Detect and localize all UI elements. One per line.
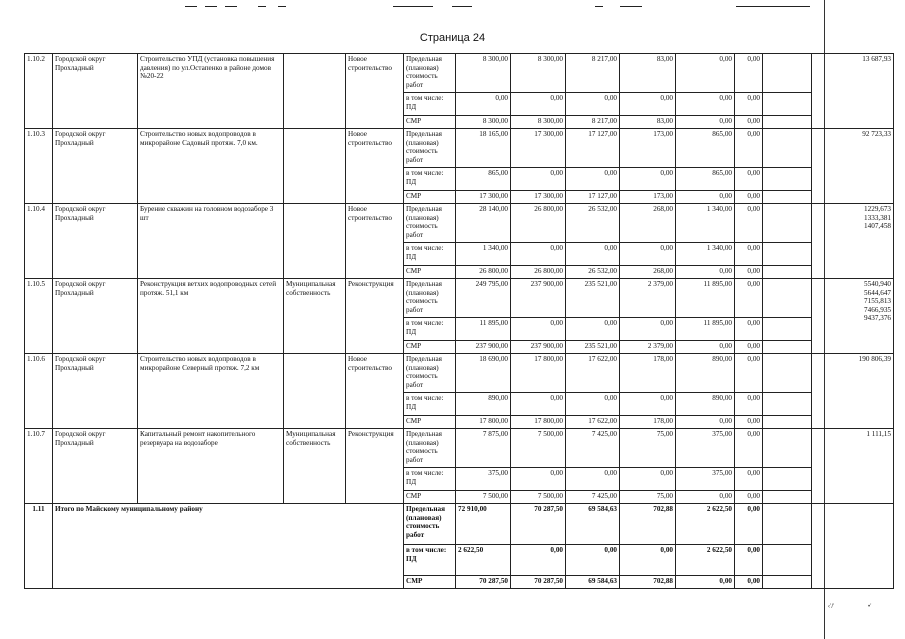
amount-cell: 17 300,00 <box>511 191 566 204</box>
amount-cell: 17 300,00 <box>456 191 511 204</box>
capacity-value: 1333,381 <box>864 213 891 222</box>
capacity-value: 1229,673 <box>864 205 891 213</box>
amount-cell: 26 532,00 <box>566 266 620 279</box>
amount-cell: 0,00 <box>735 191 763 204</box>
amount-cell: 375,00 <box>676 468 735 491</box>
amount-cell: 865,00 <box>456 168 511 191</box>
amount-cell: 0,00 <box>735 116 763 129</box>
amount-cell: 890,00 <box>456 393 511 416</box>
amount-cell: 865,00 <box>676 129 735 168</box>
amount-cell: 0,00 <box>511 545 566 576</box>
amount-cell: 0,00 <box>735 93 763 116</box>
capacity-cell <box>812 279 894 354</box>
amount-cell: 0,00 <box>676 266 735 279</box>
amount-cell: 0,00 <box>620 168 676 191</box>
empty-cell <box>763 393 812 416</box>
amount-cell: 26 532,00 <box>566 204 620 243</box>
amount-cell: 0,00 <box>735 491 763 504</box>
row-number: 1.10.5 <box>25 279 53 354</box>
amount-cell: 702,88 <box>620 576 676 589</box>
amount-cell: 72 910,00 <box>456 504 511 545</box>
amount-cell: 17 127,00 <box>566 191 620 204</box>
amount-cell: 83,00 <box>620 54 676 93</box>
cost-type-cell: Предельная (плановая) стоимость работ <box>404 354 456 393</box>
amount-cell: 0,00 <box>735 129 763 168</box>
budget-table <box>24 53 894 589</box>
scan-mark <box>452 6 472 7</box>
amount-cell: 0,00 <box>511 243 566 266</box>
capacity-value: 190 806,39 <box>858 355 891 363</box>
work-type-cell: Реконструкция <box>346 279 404 354</box>
capacity-cell <box>812 429 894 504</box>
empty-cell <box>763 429 812 468</box>
empty-cell <box>812 504 894 589</box>
amount-cell: 0,00 <box>566 318 620 341</box>
work-type-cell: Новое строительство <box>346 204 404 279</box>
amount-cell: 249 795,00 <box>456 279 511 318</box>
capacity-value: 9437,376 <box>864 314 891 323</box>
cost-type-cell: в том числе: ПД <box>404 318 456 341</box>
amount-cell: 178,00 <box>620 354 676 393</box>
project-name-cell: Строительство новых водопроводов в микрорайоне Северный протяж. 7,2 км <box>138 354 284 429</box>
empty-cell <box>763 116 812 129</box>
amount-cell: 173,00 <box>620 129 676 168</box>
amount-cell: 69 584,63 <box>566 576 620 589</box>
amount-cell: 0,00 <box>735 354 763 393</box>
cost-type-cell: Предельная (плановая) стоимость работ <box>404 279 456 318</box>
amount-cell: 865,00 <box>676 168 735 191</box>
amount-cell: 18 690,00 <box>456 354 511 393</box>
total-number: 1.11 <box>25 504 53 589</box>
amount-cell: 0,00 <box>566 93 620 116</box>
capacity-value: 92 723,33 <box>862 130 891 138</box>
amount-cell: 0,00 <box>620 468 676 491</box>
cost-type-cell: в том числе: ПД <box>404 243 456 266</box>
amount-cell: 1 340,00 <box>456 243 511 266</box>
amount-cell: 173,00 <box>620 191 676 204</box>
amount-cell: 0,00 <box>735 168 763 191</box>
cost-type-cell: Предельная (плановая) стоимость работ <box>404 429 456 468</box>
owner-cell <box>284 54 346 129</box>
cost-type-cell: Предельная (плановая) стоимость работ <box>404 504 456 545</box>
amount-cell: 8 300,00 <box>456 54 511 93</box>
amount-cell: 0,00 <box>735 468 763 491</box>
amount-cell: 0,00 <box>676 191 735 204</box>
amount-cell: 890,00 <box>676 354 735 393</box>
district-cell: Городской округ Прохладный <box>53 429 138 504</box>
amount-cell: 7 500,00 <box>456 491 511 504</box>
amount-cell: 83,00 <box>620 116 676 129</box>
amount-cell: 178,00 <box>620 416 676 429</box>
empty-cell <box>763 93 812 116</box>
amount-cell: 75,00 <box>620 491 676 504</box>
work-type-cell: Реконструкция <box>346 429 404 504</box>
empty-cell <box>763 129 812 168</box>
amount-cell: 0,00 <box>735 318 763 341</box>
empty-cell <box>763 243 812 266</box>
capacity-value: 7155,813 <box>864 297 891 306</box>
cost-type-cell: Предельная (плановая) стоимость работ <box>404 129 456 168</box>
amount-cell: 0,00 <box>566 545 620 576</box>
cost-type-cell: Предельная (плановая) стоимость работ <box>404 204 456 243</box>
amount-cell: 8 300,00 <box>511 54 566 93</box>
scan-mark <box>620 6 642 7</box>
amount-cell: 0,00 <box>511 468 566 491</box>
amount-cell: 235 521,00 <box>566 341 620 354</box>
table-row <box>25 54 894 93</box>
amount-cell: 375,00 <box>456 468 511 491</box>
amount-cell: 8 217,00 <box>566 54 620 93</box>
amount-cell: 0,00 <box>511 93 566 116</box>
amount-cell: 26 800,00 <box>456 266 511 279</box>
amount-cell: 0,00 <box>735 279 763 318</box>
amount-cell: 17 800,00 <box>511 416 566 429</box>
work-type-cell: Новое строительство <box>346 354 404 429</box>
amount-cell: 7 500,00 <box>511 429 566 468</box>
amount-cell: 11 895,00 <box>676 279 735 318</box>
district-cell: Городской округ Прохладный <box>53 204 138 279</box>
amount-cell: 2 622,50 <box>456 545 511 576</box>
capacity-value: 5644,647 <box>864 288 891 297</box>
scan-mark <box>278 6 286 7</box>
empty-cell <box>763 545 812 576</box>
project-name-cell: Строительство УПД (установка повышения давления) по ул.Остапенко в районе домов №20-22 <box>138 54 284 129</box>
amount-cell: 28 140,00 <box>456 204 511 243</box>
cost-type-cell: СМР <box>404 266 456 279</box>
amount-cell: 0,00 <box>511 393 566 416</box>
cost-type-cell: Предельная (плановая) стоимость работ <box>404 54 456 93</box>
row-number: 1.10.2 <box>25 54 53 129</box>
project-name-cell: Строительство новых водопроводов в микрорайоне Садовый протяж. 7,0 км. <box>138 129 284 204</box>
capacity-value: 13 687,93 <box>862 55 891 63</box>
amount-cell: 0,00 <box>566 468 620 491</box>
capacity-cell <box>812 204 894 279</box>
amount-cell: 69 584,63 <box>566 504 620 545</box>
amount-cell: 11 895,00 <box>676 318 735 341</box>
amount-cell: 2 379,00 <box>620 341 676 354</box>
capacity-cell <box>812 129 894 204</box>
empty-cell <box>763 204 812 243</box>
capacity-cell <box>812 354 894 429</box>
work-type-cell: Новое строительство <box>346 54 404 129</box>
amount-cell: 0,00 <box>676 54 735 93</box>
scan-mark <box>258 6 266 7</box>
amount-cell: 0,00 <box>735 243 763 266</box>
empty-cell <box>763 279 812 318</box>
amount-cell: 268,00 <box>620 204 676 243</box>
cost-type-cell: в том числе: ПД <box>404 468 456 491</box>
capacity-value: 7466,935 <box>864 305 891 314</box>
amount-cell: 0,00 <box>735 545 763 576</box>
amount-cell: 0,00 <box>620 318 676 341</box>
cost-type-cell: в том числе: ПД <box>404 393 456 416</box>
cost-type-cell: СМР <box>404 341 456 354</box>
amount-cell: 1 340,00 <box>676 243 735 266</box>
capacity-cell <box>812 54 894 129</box>
amount-cell: 17 800,00 <box>511 354 566 393</box>
amount-cell: 26 800,00 <box>511 204 566 243</box>
scan-mark <box>225 6 237 7</box>
amount-cell: 0,00 <box>676 116 735 129</box>
district-cell: Городской округ Прохладный <box>53 129 138 204</box>
amount-cell: 0,00 <box>620 93 676 116</box>
amount-cell: 0,00 <box>676 341 735 354</box>
amount-cell: 0,00 <box>676 576 735 589</box>
row-number: 1.10.3 <box>25 129 53 204</box>
capacity-value: 5540,940 <box>864 280 891 288</box>
amount-cell: 17 622,00 <box>566 416 620 429</box>
row-number: 1.10.6 <box>25 354 53 429</box>
owner-cell: Муниципальная собственность <box>284 279 346 354</box>
amount-cell: 70 287,50 <box>456 576 511 589</box>
total-row <box>25 504 894 545</box>
amount-cell: 702,88 <box>620 504 676 545</box>
amount-cell: 0,00 <box>456 93 511 116</box>
amount-cell: 0,00 <box>735 393 763 416</box>
amount-cell: 0,00 <box>735 341 763 354</box>
capacity-value: 1 111,15 <box>866 430 891 438</box>
amount-cell: 0,00 <box>511 168 566 191</box>
amount-cell: 0,00 <box>566 243 620 266</box>
empty-cell <box>763 191 812 204</box>
amount-cell: 0,00 <box>676 93 735 116</box>
empty-cell <box>763 416 812 429</box>
amount-cell: 1 340,00 <box>676 204 735 243</box>
empty-cell <box>763 266 812 279</box>
amount-cell: 8 300,00 <box>456 116 511 129</box>
amount-cell: 375,00 <box>676 429 735 468</box>
empty-cell <box>763 468 812 491</box>
cost-type-cell: в том числе: ПД <box>404 545 456 576</box>
cost-type-cell: в том числе: ПД <box>404 168 456 191</box>
amount-cell: 8 217,00 <box>566 116 620 129</box>
amount-cell: 0,00 <box>620 545 676 576</box>
amount-cell: 237 900,00 <box>456 341 511 354</box>
amount-cell: 70 287,50 <box>511 504 566 545</box>
amount-cell: 26 800,00 <box>511 266 566 279</box>
page-title: Страница 24 <box>419 32 486 44</box>
row-number: 1.10.4 <box>25 204 53 279</box>
scan-mark <box>736 6 810 7</box>
amount-cell: 7 425,00 <box>566 491 620 504</box>
scan-mark <box>185 6 197 7</box>
work-type-cell: Новое строительство <box>346 129 404 204</box>
total-title: Итого по Майскому муниципальному району <box>53 504 404 589</box>
empty-cell <box>763 576 812 589</box>
empty-cell <box>763 54 812 93</box>
table-row <box>25 354 894 393</box>
district-cell: Городской округ Прохладный <box>53 279 138 354</box>
cost-type-cell: СМР <box>404 191 456 204</box>
amount-cell: 75,00 <box>620 429 676 468</box>
amount-cell: 237 900,00 <box>511 341 566 354</box>
amount-cell: 235 521,00 <box>566 279 620 318</box>
amount-cell: 7 500,00 <box>511 491 566 504</box>
amount-cell: 11 895,00 <box>456 318 511 341</box>
cost-type-cell: СМР <box>404 116 456 129</box>
scan-mark <box>205 6 217 7</box>
table-row <box>25 129 894 168</box>
amount-cell: 0,00 <box>735 204 763 243</box>
district-cell: Городской округ Прохладный <box>53 54 138 129</box>
project-name-cell: Бурение скважин на головном водозаборе 3 шт <box>138 204 284 279</box>
amount-cell: 8 300,00 <box>511 116 566 129</box>
table-row <box>25 204 894 243</box>
empty-cell <box>763 491 812 504</box>
owner-cell <box>284 204 346 279</box>
empty-cell <box>763 318 812 341</box>
amount-cell: 0,00 <box>735 504 763 545</box>
cost-type-cell: СМР <box>404 576 456 589</box>
amount-cell: 237 900,00 <box>511 279 566 318</box>
amount-cell: 17 800,00 <box>456 416 511 429</box>
amount-cell: 0,00 <box>566 168 620 191</box>
empty-cell <box>763 168 812 191</box>
amount-cell: 0,00 <box>735 429 763 468</box>
amount-cell: 17 622,00 <box>566 354 620 393</box>
amount-cell: 0,00 <box>735 416 763 429</box>
amount-cell: 0,00 <box>566 393 620 416</box>
amount-cell: 890,00 <box>676 393 735 416</box>
project-name-cell: Капитальный ремонт накопительного резервуара на водозаборе <box>138 429 284 504</box>
amount-cell: 0,00 <box>735 266 763 279</box>
cost-type-cell: в том числе: ПД <box>404 93 456 116</box>
amount-cell: 0,00 <box>735 576 763 589</box>
scan-mark <box>393 6 433 7</box>
amount-cell: 17 300,00 <box>511 129 566 168</box>
district-cell: Городской округ Прохладный <box>53 354 138 429</box>
amount-cell: 0,00 <box>511 318 566 341</box>
amount-cell: 0,00 <box>620 243 676 266</box>
corner-mark: ‹ʼ/ʼ <box>828 604 835 610</box>
amount-cell: 0,00 <box>735 54 763 93</box>
amount-cell: 2 622,50 <box>676 545 735 576</box>
table-row <box>25 279 894 318</box>
row-number: 1.10.7 <box>25 429 53 504</box>
project-name-cell: Реконструкция ветхих водопроводных сетей протяж. 51,1 км <box>138 279 284 354</box>
amount-cell: 268,00 <box>620 266 676 279</box>
empty-cell <box>763 354 812 393</box>
scan-mark <box>595 6 603 7</box>
owner-cell <box>284 129 346 204</box>
amount-cell: 18 165,00 <box>456 129 511 168</box>
amount-cell: 2 622,50 <box>676 504 735 545</box>
empty-cell <box>763 504 812 545</box>
capacity-value: 1407,458 <box>864 222 891 231</box>
cost-type-cell: СМР <box>404 491 456 504</box>
empty-cell <box>763 341 812 354</box>
amount-cell: 0,00 <box>676 491 735 504</box>
amount-cell: 7 875,00 <box>456 429 511 468</box>
amount-cell: 0,00 <box>676 416 735 429</box>
amount-cell: 17 127,00 <box>566 129 620 168</box>
table-body <box>25 54 894 589</box>
cost-type-cell: СМР <box>404 416 456 429</box>
amount-cell: 0,00 <box>620 393 676 416</box>
corner-mark: •ʼ <box>868 604 872 610</box>
amount-cell: 7 425,00 <box>566 429 620 468</box>
owner-cell: Муниципальная собственность <box>284 429 346 504</box>
amount-cell: 2 379,00 <box>620 279 676 318</box>
amount-cell: 70 287,50 <box>511 576 566 589</box>
owner-cell <box>284 354 346 429</box>
table-row <box>25 429 894 468</box>
